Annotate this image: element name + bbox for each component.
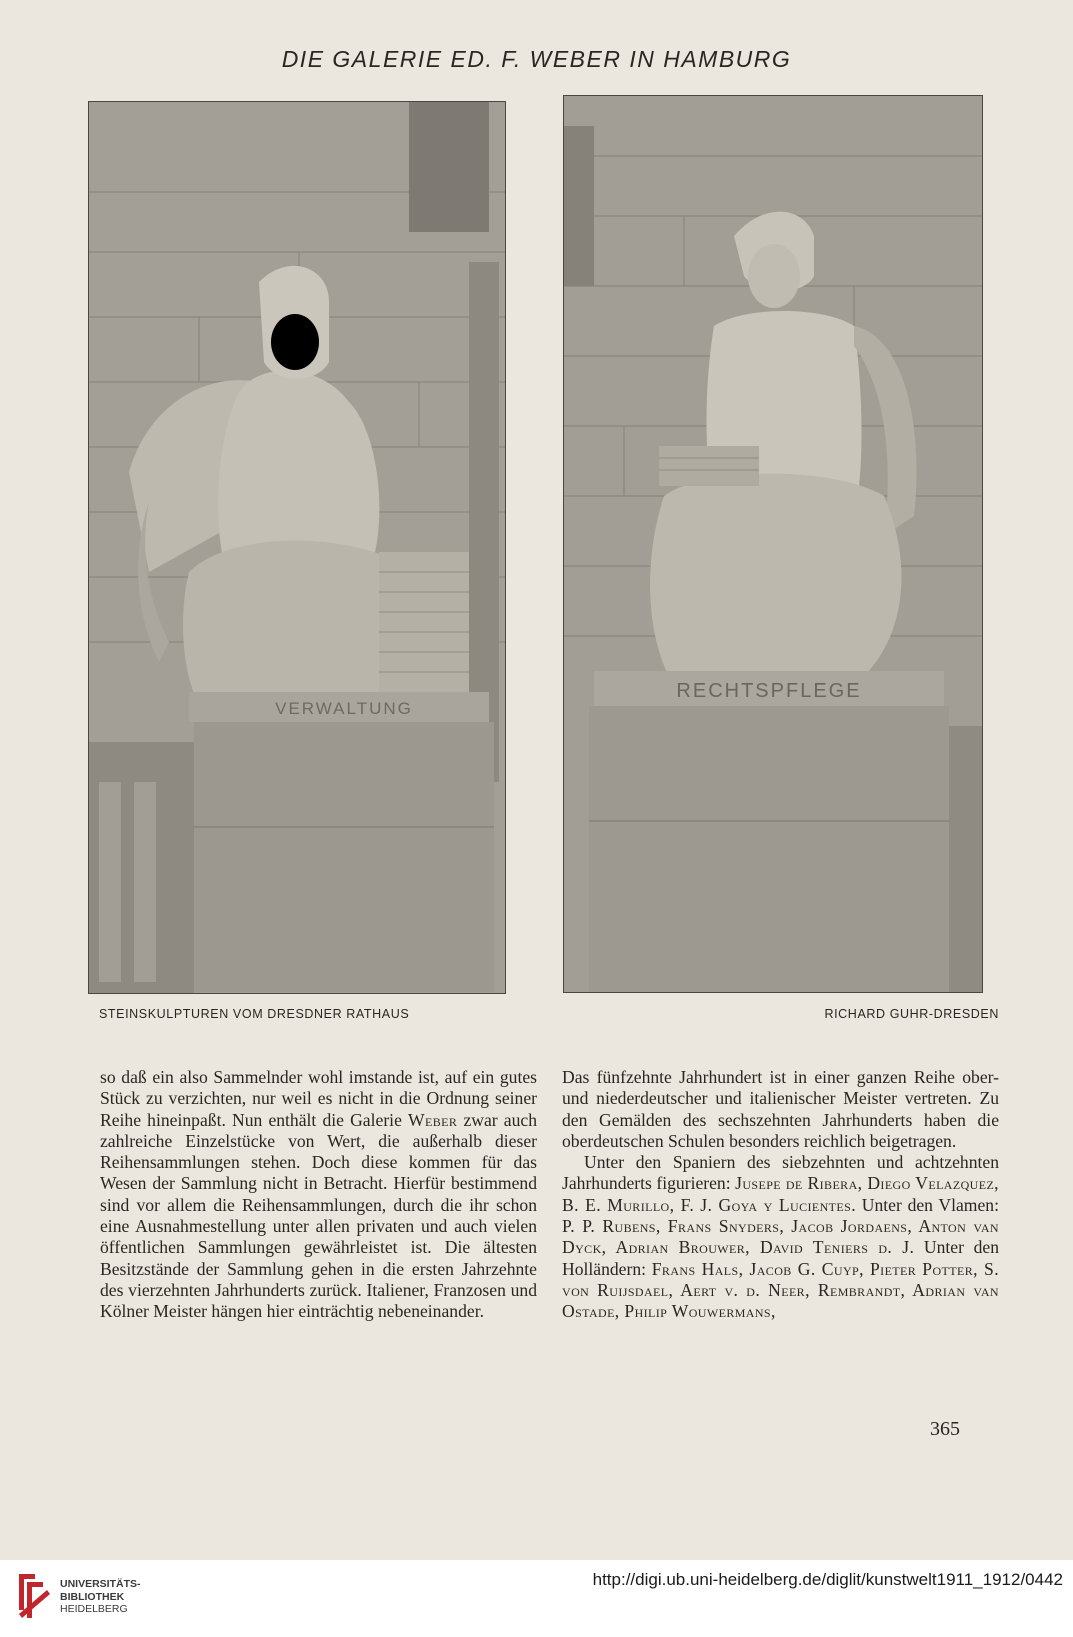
paragraph: Das fünfzehnte Jahrhundert ist in einer ganzen Reihe ober- und niederdeutscher und italienischer Meister vertreten. Zu den Gemälden des sechszehnten Jahrhunderts haben die oberdeutschen Schulen besonders reichlich beigetragen. xyxy=(562,1067,999,1151)
library-line: BIBLIOTHEK xyxy=(60,1590,125,1603)
sculpture-photo-verwaltung xyxy=(88,101,506,994)
library-logo-icon xyxy=(13,1570,53,1626)
paragraph xyxy=(100,1067,537,1323)
text-column-right xyxy=(562,1067,999,1323)
names-spanish: Jusepe de Ribera, Diego Velazquez, B. E. Murillo, F. J. Goya y Lucientes. xyxy=(562,1173,999,1215)
sculpture-image-verwaltung xyxy=(89,102,505,993)
library-line: UNIVERSITÄTS- xyxy=(60,1578,141,1590)
text-run: Unter den Spaniern des siebzehnten und achtzehnten Jahrhunderts figurieren: xyxy=(562,1152,999,1194)
caption-right: RICHARD GUHR-DRESDEN xyxy=(824,1007,999,1021)
names-flemish: P. P. Rubens, Frans Snyders, Jacob Jordaens, Anton van Dyck, Adrian Brouwer, David Teniers d. J. xyxy=(562,1216,999,1258)
text-run: so daß ein also Sammelnder wohl imstande ist, auf ein gutes Stück zu verzichten, nur weil es nicht in die Ordnung seiner Reihe hineinpaßt. Nun enthält die Galerie xyxy=(100,1067,537,1130)
name-smallcaps: Weber xyxy=(408,1109,458,1130)
source-url-link[interactable]: http://digi.ub.uni-heidelberg.de/diglit/kunstwelt1911_1912/0442 xyxy=(592,1570,1063,1589)
library-name xyxy=(60,1578,141,1616)
text-column-left xyxy=(100,1067,537,1323)
library-line: HEIDELBERG xyxy=(60,1603,128,1615)
text-run: Unter den Vlamen: xyxy=(856,1194,999,1215)
text-run: zwar auch zahlreiche Einzelstücke von Wert, die außerhalb dieser Reihensammlungen stehen. Doch diese kommen für das Wesen der Sammlung nicht in Betracht. Hierfür bestimmend sind vor allem die Reihensammlungen, durch die ihr schon eine Ausnahmestellung unter allen privaten und auch vielen öffentlichen Sammlungen gewährleistet ist. Die ältesten Besitzstände der Sammlung gehen in die ersten Jahrzehnte des vierzehnten Jahrhunderts zurück. Italiener, Franzosen und Kölner Meister hängen hier einträchtig nebeneinander. xyxy=(100,1109,537,1322)
names-dutch: Frans Hals, Jacob G. Cuyp, Pieter Potter, S. von Ruijsdael, Aert v. d. Neer, Rembrandt, Adrian van Ostade, Philip Wouwermans, xyxy=(562,1258,999,1322)
text-run: Unter den Holländern: xyxy=(562,1237,999,1279)
inscription-rechtspflege: RECHTSPFLEGE xyxy=(676,680,862,702)
caption-left: STEINSKULPTUREN VOM DRESDNER RATHAUS xyxy=(99,1007,410,1021)
sculpture-image-rechtspflege xyxy=(564,96,982,992)
page-number: 365 xyxy=(930,1418,960,1440)
running-head: DIE GALERIE ED. F. WEBER IN HAMBURG xyxy=(281,46,792,72)
paragraph xyxy=(562,1152,999,1322)
inscription-verwaltung: VERWALTUNG xyxy=(275,699,413,718)
sculpture-photo-rechtspflege xyxy=(563,95,983,993)
